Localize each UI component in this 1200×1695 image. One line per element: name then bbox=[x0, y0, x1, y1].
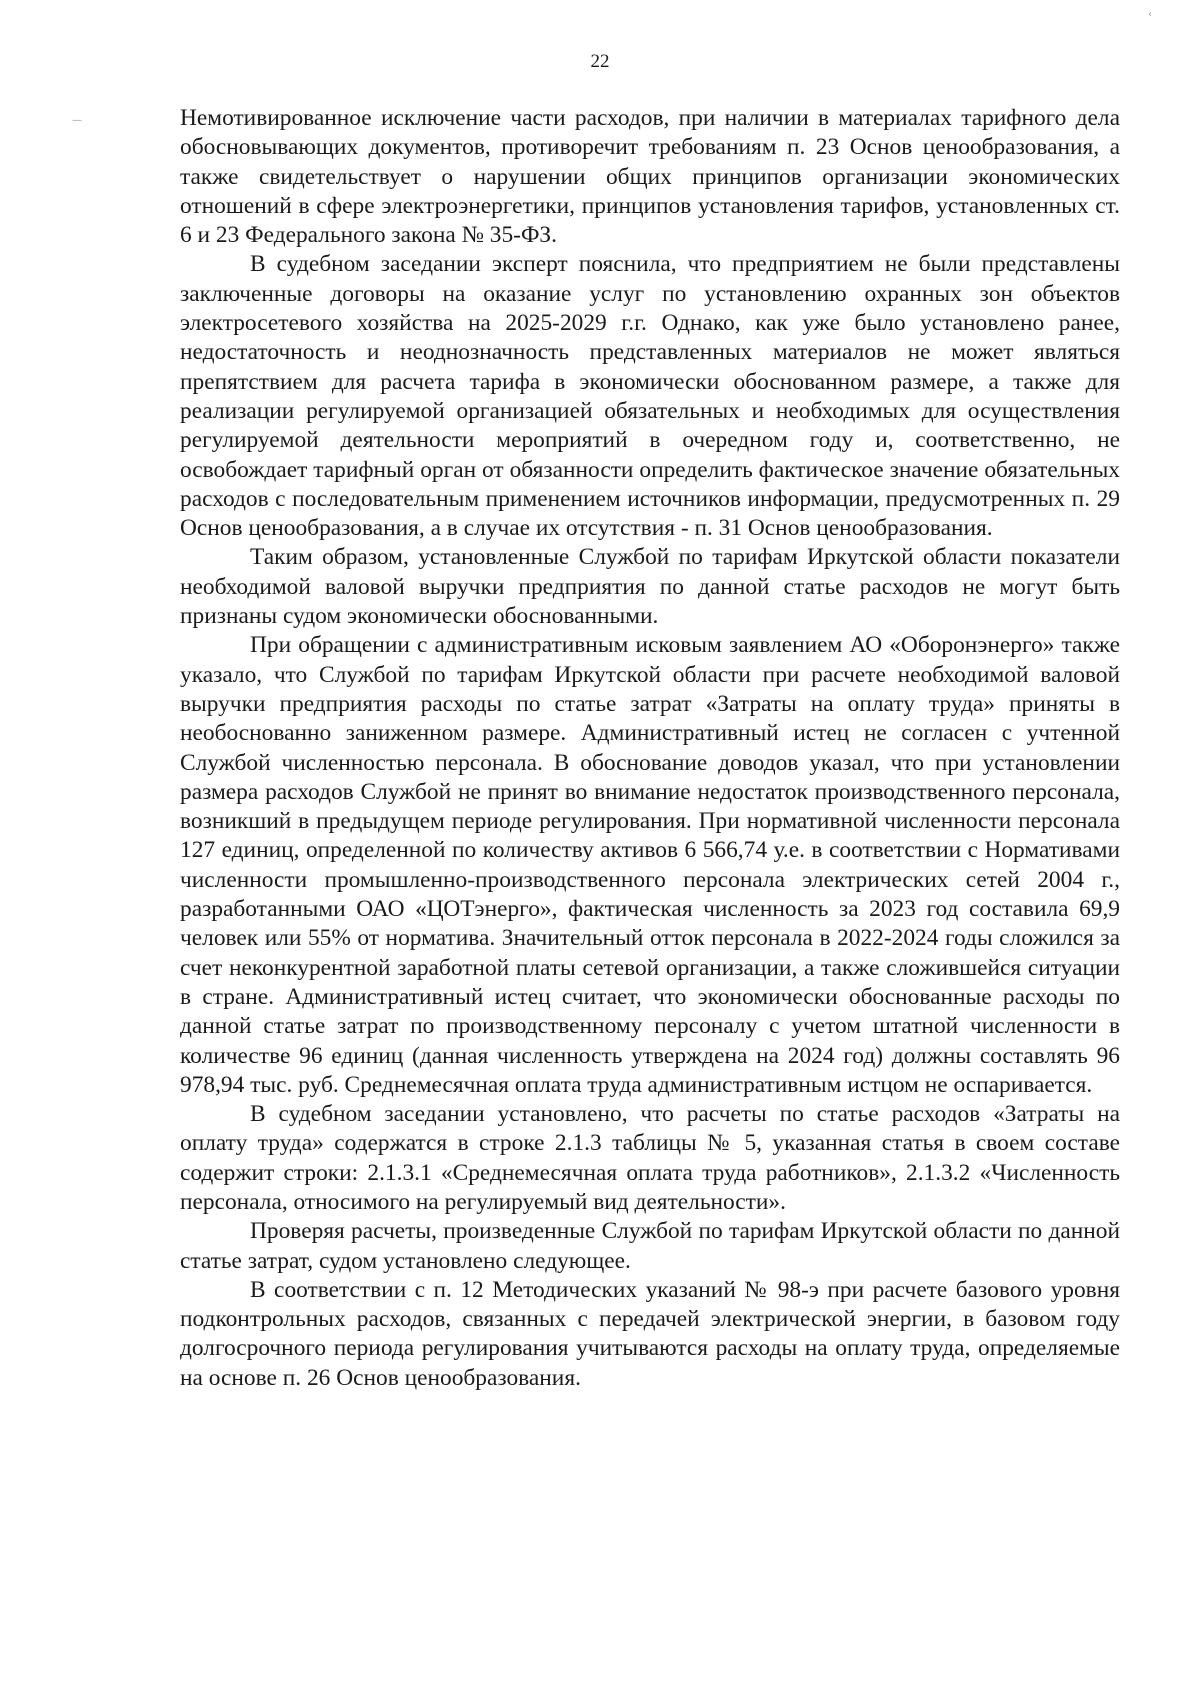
paragraph: Проверяя расчеты, произведенные Службой по тарифам Иркутской области по данной статье затрат, судом установлено следующее. bbox=[180, 1218, 1120, 1274]
paragraph: В судебном заседании установлено, что расчеты по статье расходов «Затраты на оплату труда» содержатся в строке 2.1.3 таблицы № 5, указанная статья в своем составе содержит строки: 2.1.3.1 «Среднемесячная оплата труда работников», 2.1.3.2 «Численность персонала, относимого на регулируемый вид деятельности». bbox=[180, 1101, 1120, 1215]
paragraph: В судебном заседании эксперт пояснила, что предприятием не были представлены заключенные договоры на оказание услуг по установлению охранных зон объектов электросетевого хозяйства на 2025-2029 г.г. Однако, как уже было установлено ранее, недостаточность и неоднозначность представленных материалов не может являться препятствием для расчета тарифа в экономически обоснованном размере, а также для реализации регулируемой организацией обязательных и необходимых для осуществления регулируемой деятельности мероприятий в очередном году и, соответственно, не освобождает тарифный орган от обязанности определить фактическое значение обязательных расходов с последовательным применением источников информации, предусмотренных п. 29 Основ ценообразования, а в случае их отсутствия - п. 31 Основ ценообразования. bbox=[180, 251, 1120, 542]
scan-mark-top-right: ‹ bbox=[1148, 9, 1152, 20]
paragraph: В соответствии с п. 12 Методических указаний № 98-э при расчете базового уровня подконтрольных расходов, связанных с передачей электрической энергии, в базовом году долгосрочного периода регулирования учитываются расходы на оплату труда, определяемые на основе п. 26 Основ ценообразования. bbox=[180, 1276, 1120, 1391]
paragraph: Немотивированное исключение части расходов, при наличии в материалах тарифного дела обосновывающих документов, противоречит требованиям п. 23 Основ ценообразования, а также свидетельствует о нарушении общих принципов организации экономических отношений в сфере электроэнергетики, принципов установления тарифов, установленных ст. 6 и 23 Федерального закона № 35-ФЗ. bbox=[180, 105, 1120, 249]
scan-mark-left-margin: — bbox=[72, 115, 82, 126]
page-number: 22 bbox=[590, 51, 610, 72]
paragraph: Таким образом, установленные Службой по тарифам Иркутской области показатели необходимой валовой выручки предприятия по данной статье расходов не могут быть признаны судом экономически обоснованными. bbox=[180, 544, 1120, 630]
paragraph: При обращении с административным исковым заявлением АО «Оборонэнерго» также указало, что Службой по тарифам Иркутской области при расчете необходимой валовой выручки предприятия расходы по статье затрат «Затраты на оплату труда» приняты в необоснованно заниженном размере. Административный истец не согласен с учтенной Службой численностью персонала. В обоснование доводов указал, что при установлении размера расходов Службой не принят во внимание недостаток производственного персонала, возникший в предыдущем периоде регулирования. При нормативной численности персонала 127 единиц, определенной по количеству активов 6 566,74 у.е. в соответствии с Нормативами численности промышленно-производственного персонала электрических сетей 2004 г., разработанными ОАО «ЦОТэнерго», фактическая численность за 2023 год составила 69,9 человек или 55% от норматива. Значительный отток персонала в 2022-2024 годы сложился за счет неконкурентной заработной платы сетевой организации, а также сложившейся ситуации в стране. Административный истец считает, что экономически обоснованные расходы по данной статье затрат по производственному персоналу с учетом штатной численности в количестве 96 единиц (данная численность утверждена на 2024 год) должны составлять 96 978,94 тыс. руб. Среднемесячная оплата труда административным истцом не оспаривается. bbox=[180, 632, 1120, 1098]
document-body bbox=[180, 104, 1120, 1393]
